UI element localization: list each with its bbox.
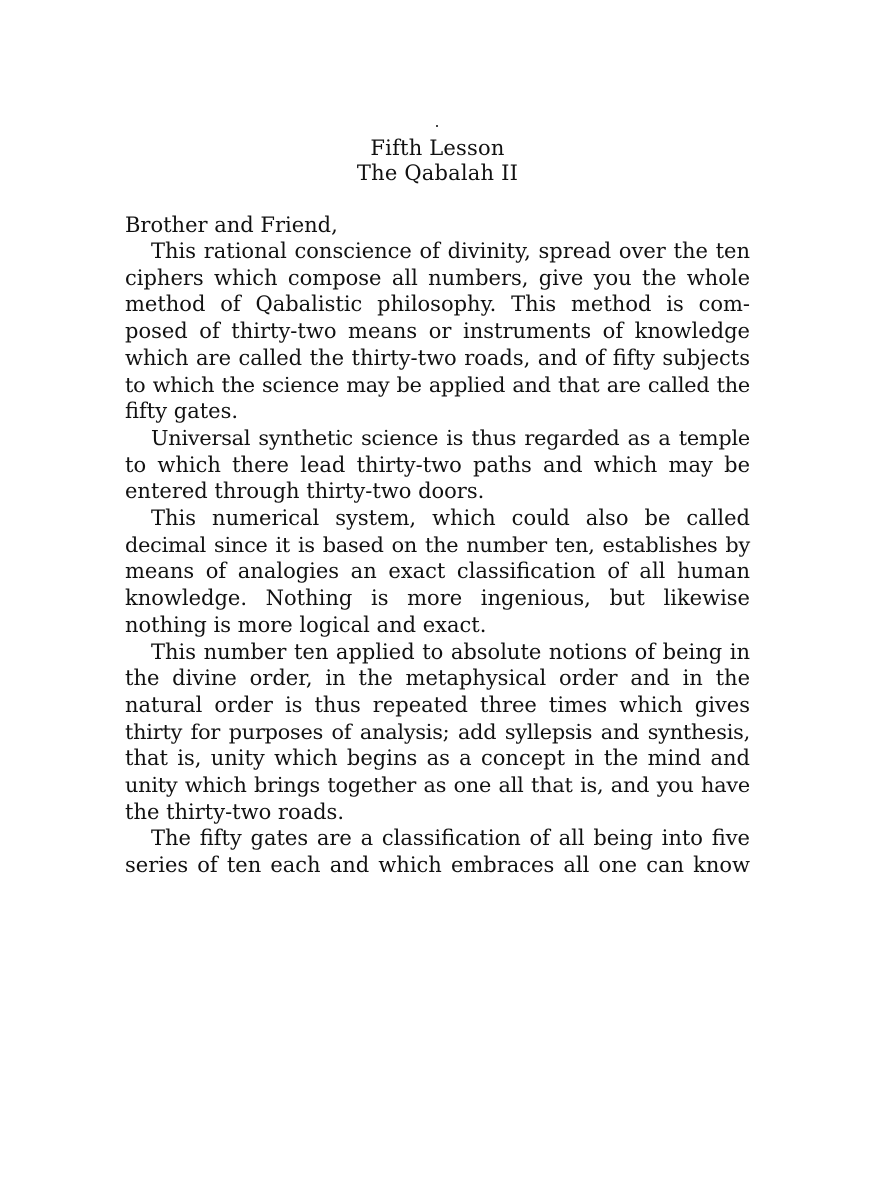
lesson-title: Fifth Lesson bbox=[370, 136, 505, 160]
text-line: This number ten applied to absolute notions of being in bbox=[151, 639, 750, 664]
text-line: thirty for purposes of analysis; add syllepsis and synthesis, bbox=[125, 719, 750, 744]
document-page bbox=[125, 136, 750, 879]
text-line: This numerical system, which could also be called bbox=[151, 506, 750, 531]
text-line: the divine order, in the metaphysical order and in the bbox=[125, 666, 750, 691]
text-line: method of Qabalistic philosophy. This method is com- bbox=[125, 292, 750, 317]
paragraph-5 bbox=[125, 825, 750, 878]
text-line: that is, unity which begins as a concept in the mind and bbox=[125, 746, 750, 771]
text-line: posed of thirty-two means or instruments of knowledge bbox=[125, 319, 750, 344]
text-line: to which there lead thirty-two paths and which may be bbox=[125, 452, 750, 477]
letter-body bbox=[125, 238, 750, 879]
text-line: This rational conscience of divinity, spread over the ten bbox=[151, 239, 750, 263]
text-line: ciphers which compose all numbers, give you the whole bbox=[125, 265, 750, 290]
text-line: series of ten each and which embraces all one can know bbox=[125, 853, 750, 878]
text-line: means of analogies an exact classification of all human bbox=[125, 559, 750, 584]
text-line: The fifty gates are a classification of all being into five bbox=[151, 826, 750, 851]
text-line: fifty gates. bbox=[125, 399, 239, 424]
text-line: which are called the thirty-two roads, and of fifty subjects bbox=[125, 345, 750, 370]
text-line: unity which brings together as one all that is, and you have bbox=[125, 773, 750, 798]
text-line: the thirty-two roads. bbox=[125, 799, 345, 824]
subject-title: The Qabalah II bbox=[356, 161, 519, 185]
paragraph-3 bbox=[125, 505, 750, 639]
text-line: nothing is more logical and exact. bbox=[125, 612, 487, 637]
lesson-heading bbox=[125, 136, 750, 186]
text-line: entered through thirty-two doors. bbox=[125, 479, 485, 504]
text-line: decimal since it is based on the number ten, establishes by bbox=[125, 532, 750, 557]
salutation: Brother and Friend, bbox=[125, 213, 338, 237]
print-speck bbox=[436, 125, 438, 127]
text-line: Universal synthetic science is thus regarded as a temple bbox=[151, 425, 750, 450]
text-line: natural order is thus repeated three times which gives bbox=[125, 692, 750, 717]
text-line: to which the science may be applied and that are called the bbox=[125, 372, 750, 397]
text-line: knowledge. Nothing is more ingenious, but likewise bbox=[125, 586, 750, 611]
paragraph-1 bbox=[125, 238, 750, 425]
paragraph-4 bbox=[125, 639, 750, 826]
paragraph-2 bbox=[125, 425, 750, 505]
